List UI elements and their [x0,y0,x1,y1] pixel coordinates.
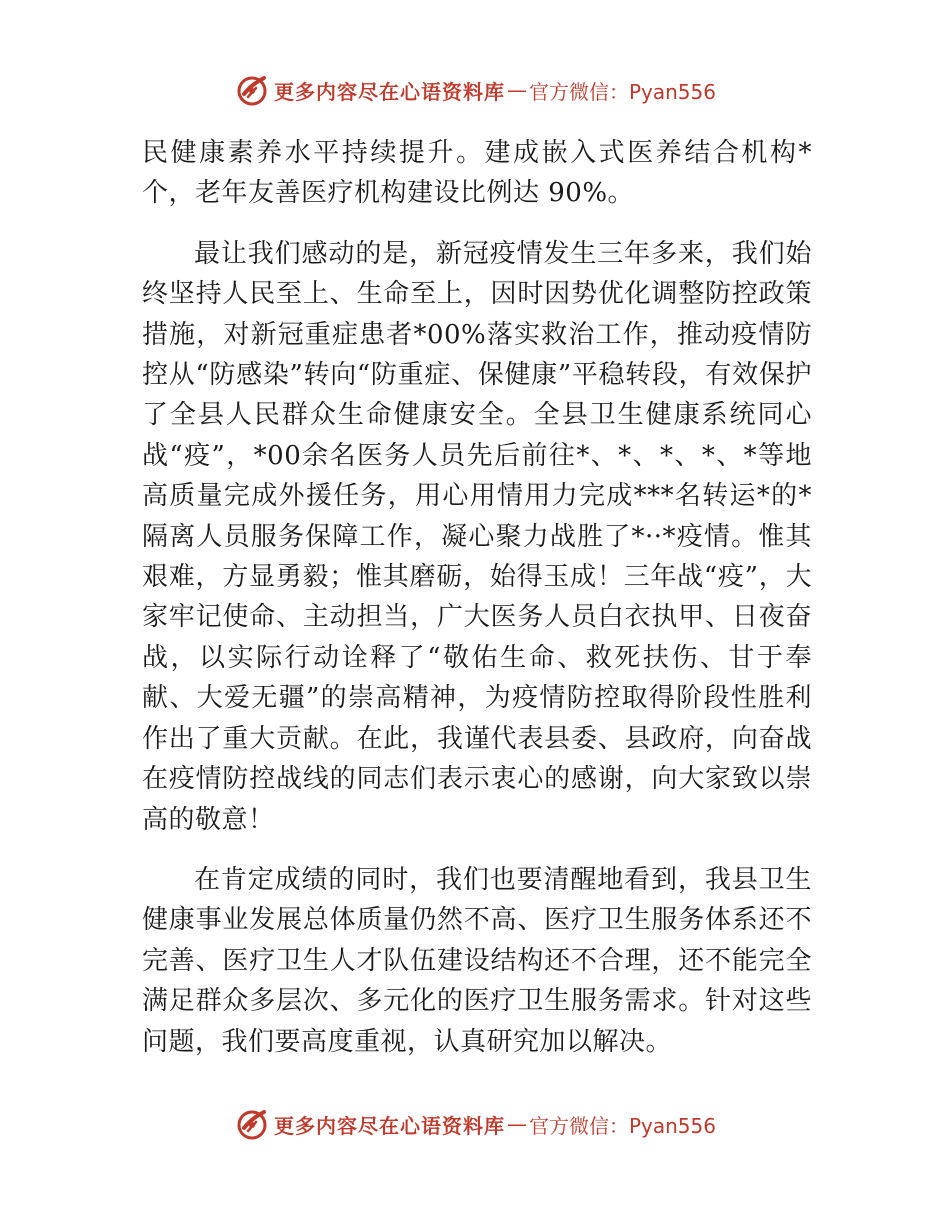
paragraph-3: 在肯定成绩的同时，我们也要清醒地看到，我县卫生健康事业发展总体质量仍然不高、医疗卫生服务体系还不完善、医疗卫生人才队伍建设结构还不合理，还不能完全满足群众多层次、多元化的医疗卫生服务需求。针对这些问题，我们要高度重视，认真研究加以解决。 [142,864,812,1057]
paragraph-2: 最让我们感动的是，新冠疫情发生三年多来，我们始终坚持人民至上、生命至上，因时因势优化调整防控政策措施，对新冠重症患者*00%落实救治工作，推动疫情防控从“防感染”转向“防重症、保健康”平稳转段，有效保护了全县人民群众生命健康安全。全县卫生健康系统同心战“疫”，*00余名医务人员先后前往*、*、*、*、*等地高质量完成外援任务，用心用情用力完成***名转运*的*隔离人员服务保障工作，凝心聚力战胜了*··*疫情。惟其艰难，方显勇毅；惟其磨砺，始得玉成！三年战“疫”，大家牢记使命、主动担当，广大医务人员白衣执甲、日夜奋战，以实际行动诠释了“敬佑生命、救死扶伤、甘于奉献、大爱无疆”的崇高精神，为疫情防控取得阶段性胜利作出了重大贡献。在此，我谨代表县委、县政府，向奋战在疫情防控战线的同志们表示衷心的感谢，向大家致以崇高的敬意！ [142,238,812,835]
paragraph-1: 民健康素养水平持续提升。建成嵌入式医养结合机构*个，老年友善医疗机构建设比例达 90%。 [142,138,812,209]
header-banner [0,70,950,110]
footer-banner [0,1104,950,1144]
document-body [142,133,812,1062]
brush-seal-icon [234,72,270,108]
banner-contact: 官方微信：Pyan556 [528,79,716,104]
brush-seal-icon [234,1106,270,1142]
banner-title: 更多内容尽在心语资料库 [273,1113,505,1138]
banner-separator: — [506,1112,527,1136]
banner-contact: 官方微信：Pyan556 [528,1113,716,1138]
banner-title: 更多内容尽在心语资料库 [273,79,505,104]
banner-separator: — [506,78,527,102]
